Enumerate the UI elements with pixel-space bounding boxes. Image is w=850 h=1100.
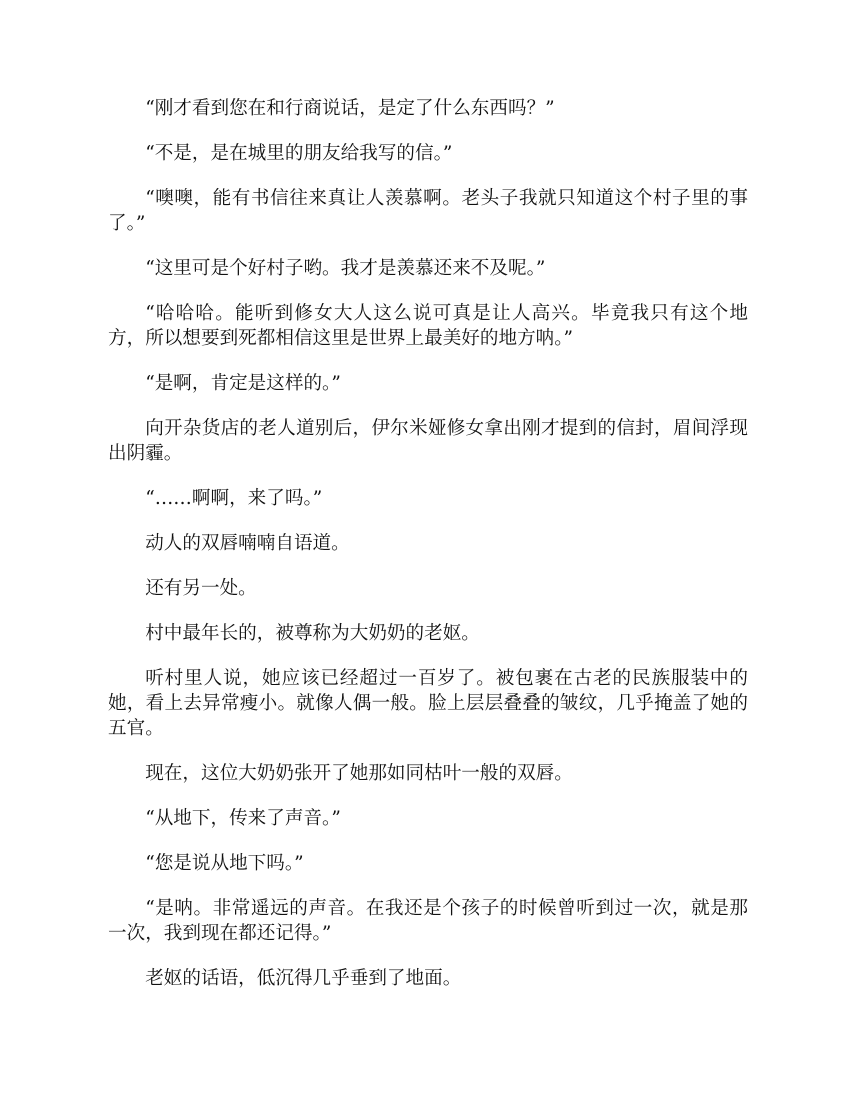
paragraph: “哈哈哈。能听到修女大人这么说可真是让人高兴。毕竟我只有这个地方，所以想要到死都相信这里是世界上最美好的地方呐。” <box>108 303 748 349</box>
document-page <box>108 96 748 1011</box>
paragraph: “……啊啊，来了吗。” <box>145 488 323 509</box>
paragraph: 老妪的话语，低沉得几乎垂到了地面。 <box>145 968 462 989</box>
paragraph: “不是，是在城里的朋友给我写的信。” <box>145 143 453 164</box>
paragraph: 向开杂货店的老人道别后，伊尔米娅修女拿出刚才提到的信封，眉间浮现出阴霾。 <box>108 418 748 464</box>
paragraph: “刚才看到您在和行商说话，是定了什么东西吗？” <box>145 98 555 119</box>
paragraph: 现在，这位大奶奶张开了她那如同枯叶一般的双唇。 <box>145 763 573 784</box>
paragraph: “噢噢，能有书信往来真让人羡慕啊。老头子我就只知道这个村子里的事了。” <box>108 188 748 234</box>
paragraph: “从地下，传来了声音。” <box>145 808 341 829</box>
paragraph: “是呐。非常遥远的声音。在我还是个孩子的时候曾听到过一次，就是那一次，我到现在都还记得。” <box>108 898 748 944</box>
paragraph: 村中最年长的，被尊称为大奶奶的老妪。 <box>145 623 480 644</box>
paragraph: “这里可是个好村子哟。我才是羡慕还来不及呢。” <box>145 258 546 279</box>
paragraph: “您是说从地下吗。” <box>145 853 304 874</box>
paragraph: 还有另一处。 <box>145 578 257 599</box>
paragraph: “是啊，肯定是这样的。” <box>145 373 341 394</box>
paragraph: 动人的双唇喃喃自语道。 <box>145 533 350 554</box>
paragraph: 听村里人说，她应该已经超过一百岁了。被包裹在古老的民族服装中的她，看上去异常瘦小。就像人偶一般。脸上层层叠叠的皱纹，几乎掩盖了她的五官。 <box>108 668 748 739</box>
